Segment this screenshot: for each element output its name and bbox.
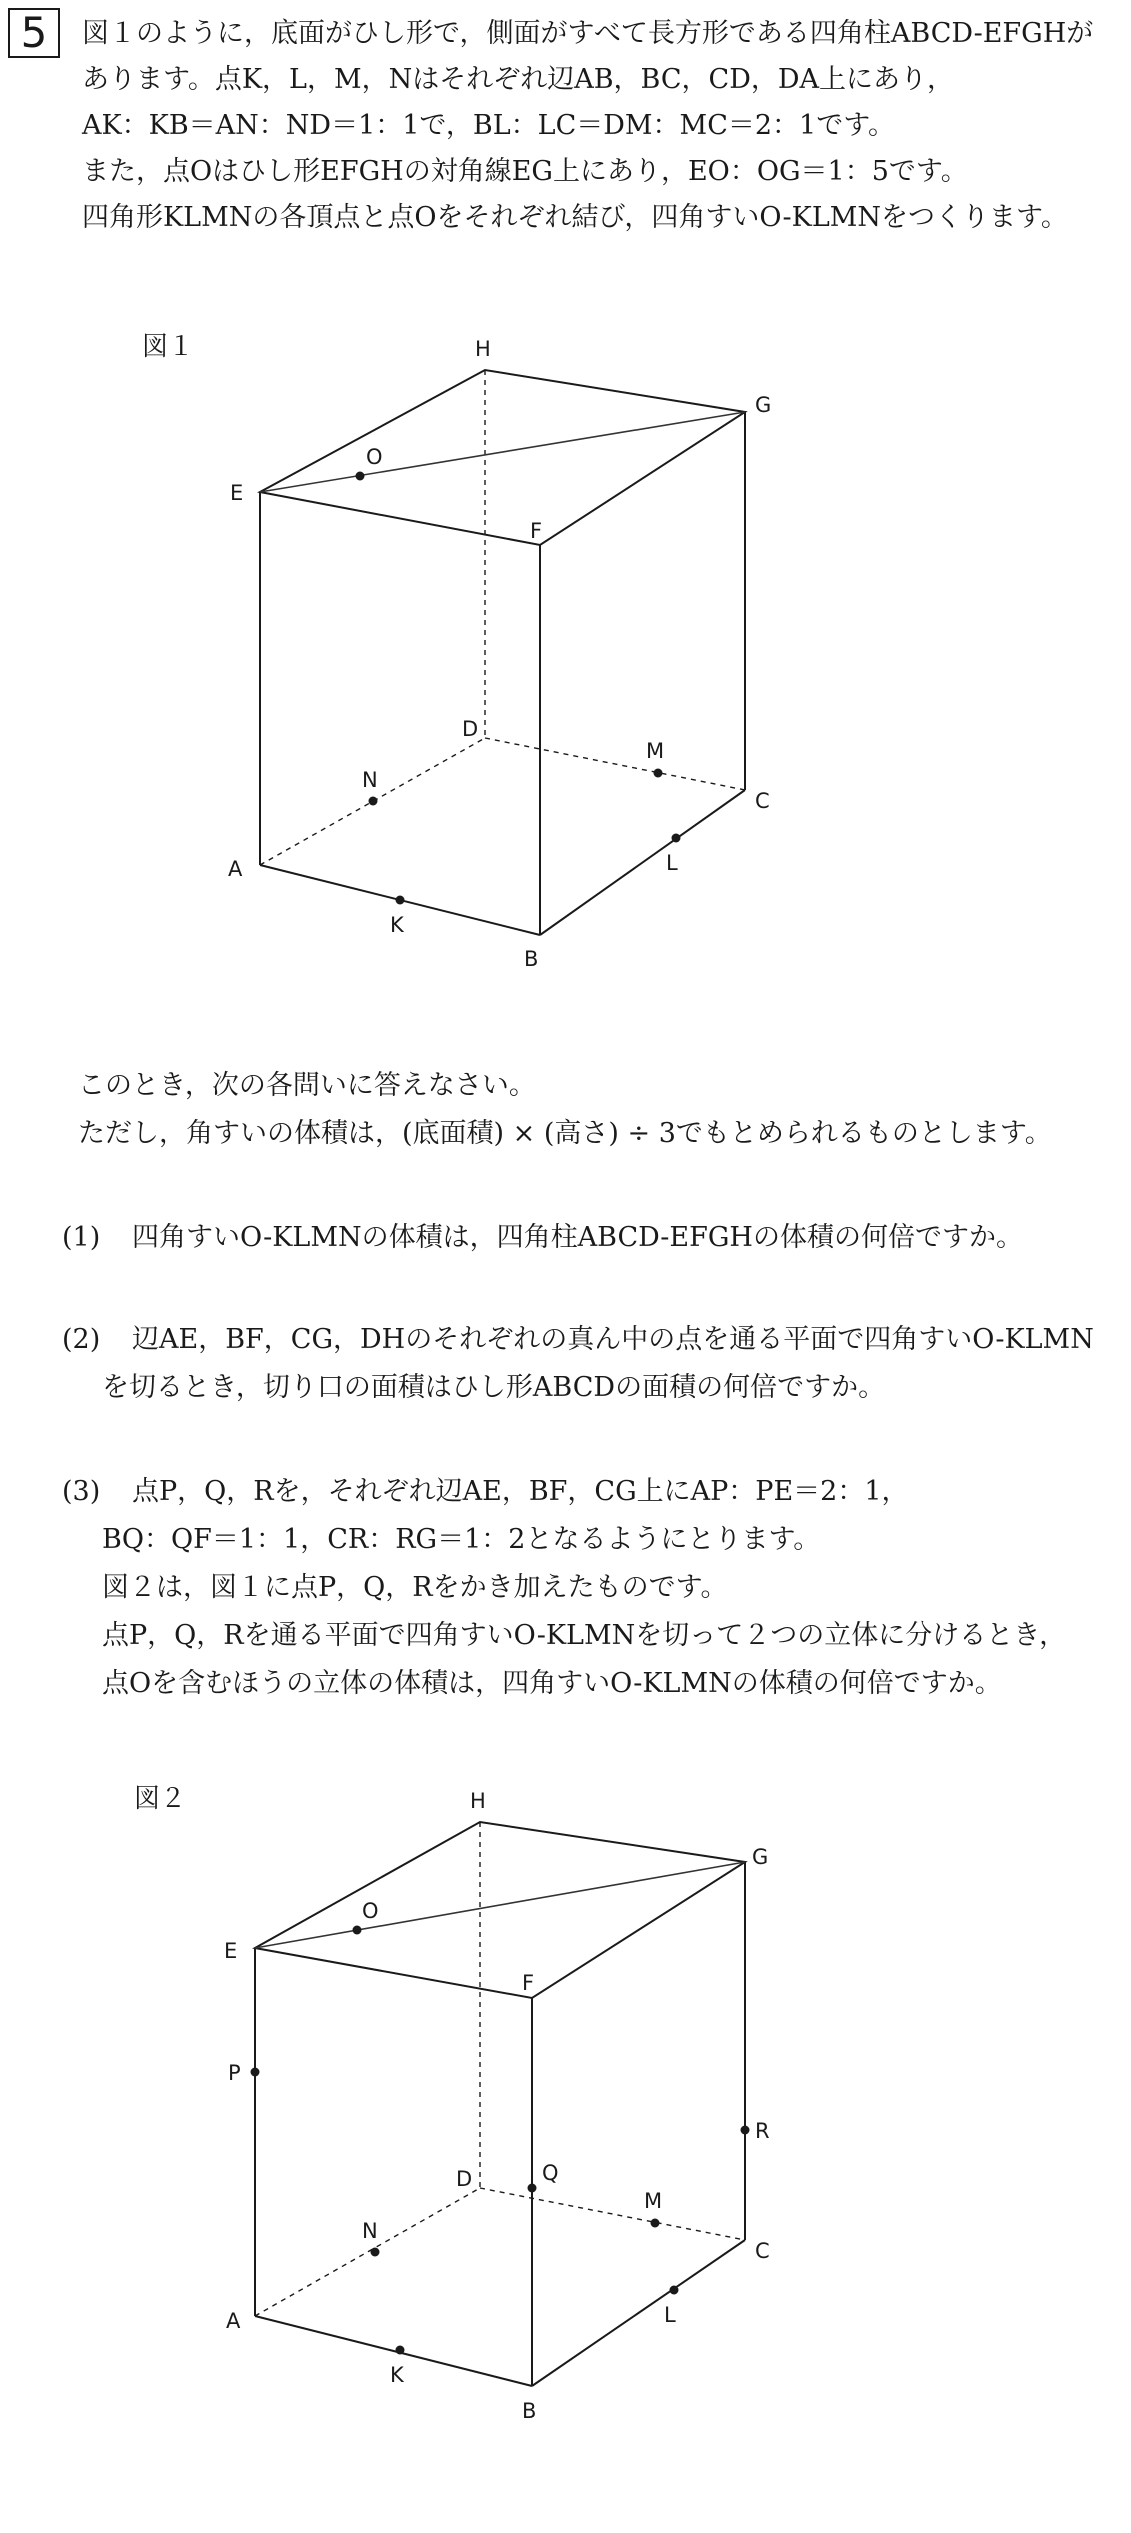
label-D: D (462, 717, 479, 741)
label-M: M (646, 739, 665, 763)
edge-DC (480, 2188, 745, 2240)
question-1-text: 四角すいO-KLMNの体積は，四角柱ABCD-EFGHの体積の何倍ですか。 (132, 1222, 1023, 1253)
intro-line: また，点Oはひし形EFGHの対角線EG上にあり，EO：OG＝1：5です。 (82, 156, 968, 187)
question-3-text: 点Oを含むほうの立体の体積は，四角すいO-KLMNの体積の何倍ですか。 (102, 1668, 1002, 1699)
label-L: L (664, 2303, 676, 2327)
label-N: N (362, 2219, 378, 2243)
label-M: M (644, 2189, 663, 2213)
point-L (670, 2286, 679, 2295)
top-face (255, 1822, 745, 1998)
edge-BC (532, 2240, 745, 2386)
point-K (396, 2346, 405, 2355)
point-L (672, 834, 681, 843)
label-B: B (522, 2399, 537, 2423)
question-3-text: 点P，Q，Rを通る平面で四角すいO-KLMNを切って２つの立体に分けるとき， (102, 1620, 1067, 1651)
point-R (741, 2126, 750, 2135)
question-2-number: (2) (62, 1324, 101, 1355)
label-G: G (755, 393, 772, 417)
edge-BC (540, 790, 745, 935)
prompt-line: ただし，角すいの体積は，(底面積) × (高さ) ÷ 3でもとめられるものとします。 (78, 1118, 1052, 1149)
intro-line: 四角形KLMNの各頂点と点Oをそれぞれ結び，四角すいO-KLMNをつくります。 (82, 202, 1068, 233)
label-O: O (362, 1899, 379, 1923)
edge-DC (485, 738, 745, 790)
question-3-number: (3) (62, 1476, 101, 1507)
question-3-text: 図２は，図１に点P，Q，Rをかき加えたものです。 (102, 1572, 728, 1603)
point-K (396, 896, 405, 905)
edge-AD (255, 2188, 480, 2316)
point-M (651, 2219, 660, 2228)
label-N: N (362, 768, 378, 792)
problem-number: 5 (8, 8, 60, 58)
question-3-text: 点P，Q，Rを，それぞれ辺AE，BF，CG上にAP：PE＝2：1， (132, 1476, 909, 1507)
intro-line: あります。点K，L，M，Nはそれぞれ辺AB，BC，CD，DA上にあり， (82, 64, 955, 95)
point-O (356, 472, 365, 481)
intro-line: AK：KB＝AN：ND＝1：1で，BL：LC＝DM：MC＝2：1です。 (82, 110, 896, 141)
problem-intro (82, 16, 1122, 246)
figure2-label: 図２ (134, 1784, 187, 1814)
figure1-label: 図１ (142, 332, 195, 362)
point-N (371, 2248, 380, 2257)
point-Q (528, 2184, 537, 2193)
figure2-prism (0, 1790, 1131, 2490)
label-H: H (475, 337, 491, 361)
label-Q: Q (542, 2161, 559, 2185)
label-F: F (522, 1971, 535, 1995)
label-A: A (228, 857, 243, 881)
question-2-text: 辺AE，BF，CG，DHのそれぞれの真ん中の点を通る平面で四角すいO-KLMN (132, 1324, 1094, 1355)
label-K: K (390, 2363, 404, 2387)
label-P: P (228, 2061, 241, 2085)
label-K: K (390, 913, 404, 937)
intro-line: 図１のように，底面がひし形で，側面がすべて長方形である四角柱ABCD-EFGHが (82, 18, 1094, 49)
prompt-line: このとき，次の各問いに答えなさい。 (78, 1070, 536, 1101)
top-face (260, 370, 745, 545)
question-1-number: (1) (62, 1222, 101, 1253)
figure1-prism (0, 330, 1131, 1030)
label-G: G (752, 1845, 769, 1869)
label-E: E (224, 1939, 238, 1963)
point-P (251, 2068, 260, 2077)
label-C: C (755, 2239, 770, 2263)
label-H: H (470, 1789, 486, 1813)
point-N (369, 797, 378, 806)
point-M (654, 769, 663, 778)
diagonal-EG (255, 1862, 745, 1948)
label-D: D (456, 2167, 473, 2191)
label-L: L (666, 851, 678, 875)
question-3-text: BQ：QF＝1：1，CR：RG＝1：2となるようにとります。 (102, 1524, 821, 1555)
question-2-text: を切るとき，切り口の面積はひし形ABCDの面積の何倍ですか。 (102, 1372, 886, 1403)
point-O (353, 1926, 362, 1935)
label-B: B (524, 947, 539, 971)
label-A: A (226, 2309, 241, 2333)
label-O: O (366, 445, 383, 469)
label-F: F (530, 519, 543, 543)
label-E: E (230, 481, 244, 505)
label-C: C (755, 789, 770, 813)
label-R: R (755, 2119, 770, 2143)
